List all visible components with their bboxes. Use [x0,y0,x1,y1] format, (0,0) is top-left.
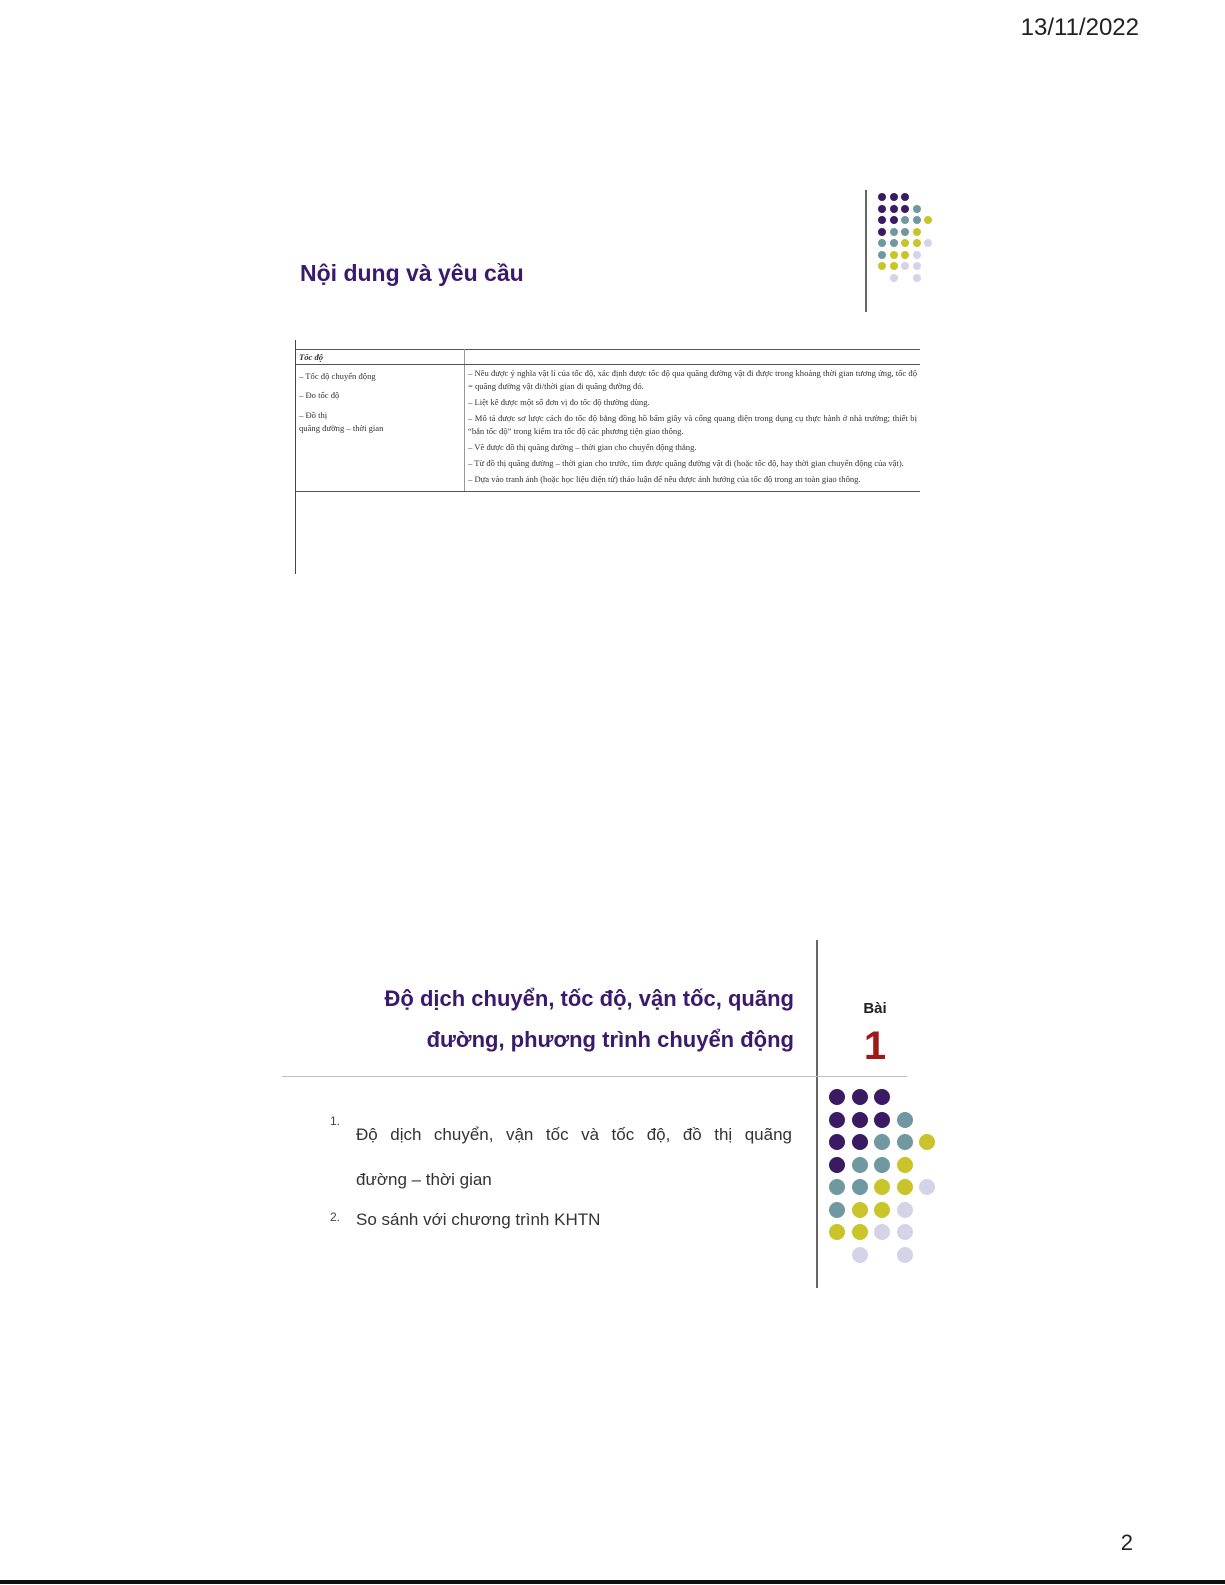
decorative-dot [829,1179,845,1195]
decorative-dot [874,1157,890,1173]
decorative-dot [829,1224,845,1240]
requirement-item: – Dựa vào tranh ảnh (hoặc học liệu điện tử) thảo luận để nêu được ảnh hưởng của tốc độ trong an toàn giao thông. [468,474,861,484]
decorative-dot [829,1134,845,1150]
decorative-dot [852,1134,868,1150]
decorative-dot [901,216,909,224]
decorative-dot [919,1179,935,1195]
decorative-dot [897,1202,913,1218]
decorative-dot [852,1179,868,1195]
decorative-dot [913,216,921,224]
decorative-dot [901,228,909,236]
decorative-dot [897,1134,913,1150]
decorative-dot [874,1112,890,1128]
decorative-dot [878,216,886,224]
list-item-text-cont: đường – thời gian [356,1170,492,1189]
table-header-row [296,350,920,365]
slide2-title [300,978,794,1060]
slide2-content-list [330,1112,792,1232]
list-item-number: 1. [330,1114,341,1128]
decorative-dot [913,205,921,213]
decorative-dot [852,1247,868,1263]
slide1-title: Nội dung và yêu cầu [300,260,524,286]
page-bottom-rule [0,1580,1225,1584]
requirement-item: – Từ đồ thị quãng đường – thời gian cho trước, tìm được quãng đường vật đi (hoặc tốc độ, hay thời gian chuyển động của vật). [468,458,904,468]
requirement-item: – Vẽ được đồ thị quãng đường – thời gian cho chuyển động thẳng. [468,442,697,452]
topic-item: quãng đường – thời gian [299,423,384,433]
decorative-dot [829,1157,845,1173]
decorative-dot [852,1202,868,1218]
decorative-dot [890,193,898,201]
decorative-dot [901,262,909,270]
decorative-dot [852,1112,868,1128]
decorative-dot [890,216,898,224]
list-item [330,1112,792,1202]
decorative-dot [878,251,886,259]
decorative-dot [897,1157,913,1173]
decorative-dot [913,274,921,282]
decorative-dot [878,228,886,236]
decorative-dot [829,1089,845,1105]
decorative-dot [897,1224,913,1240]
list-item-text: So sánh với chương trình KHTN [356,1210,601,1229]
slide2-divider [816,940,818,1288]
decorative-dot [901,193,909,201]
slide2-title-line1: Độ dịch chuyển, tốc độ, vận tốc, quãng [384,986,794,1011]
table-header-topic: Tốc độ [296,350,465,365]
table-row [296,365,920,492]
topic-item: – Đo tốc độ [299,390,340,400]
decorative-dot [913,262,921,270]
slide2-title-rule [282,1076,907,1077]
decorative-dot [913,228,921,236]
decorative-dot [890,205,898,213]
print-date: 13/11/2022 [1020,14,1139,41]
decorative-dot [901,239,909,247]
table-header-blank [465,350,921,365]
decorative-dot [852,1157,868,1173]
slide1-divider [865,190,867,312]
decorative-dot [874,1089,890,1105]
topic-item: – Đồ thị [299,410,328,420]
topic-item: – Tốc độ chuyển động [299,371,376,381]
decorative-dot [897,1247,913,1263]
decorative-dot [878,193,886,201]
requirement-item: – Nêu được ý nghĩa vật lí của tốc độ, xác định được tốc độ qua quãng đường vật đi được trong khoảng thời gian tương ứng, tốc độ = quãng đường vật đi/thời gian đi quãng đường đó. [468,368,917,391]
decorative-dot [829,1202,845,1218]
decorative-dot [874,1179,890,1195]
decorative-dot [878,239,886,247]
requirement-item: – Mô tả được sơ lược cách đo tốc độ bằng đồng hồ bấm giây và cổng quang điện trong dụng cụ thực hành ở nhà trường; thiết bị “bắn tốc độ” trong kiểm tra tốc độ các phương tiện giao thông. [468,413,917,436]
decorative-dot [901,251,909,259]
decorative-dot [897,1179,913,1195]
decorative-dot [890,262,898,270]
decorative-dot [913,239,921,247]
requirement-item: – Liệt kê được một số đơn vị đo tốc độ thường dùng. [468,397,650,407]
decorative-dot [874,1134,890,1150]
requirements-table [296,349,920,492]
decorative-dot [878,205,886,213]
decorative-dot [919,1134,935,1150]
decorative-dot [913,251,921,259]
decorative-dot [924,216,932,224]
requirements-cell [465,365,921,492]
decorative-dot [901,205,909,213]
decorative-dot [852,1089,868,1105]
decorative-dot [852,1224,868,1240]
decorative-dot [890,239,898,247]
list-item-number: 2. [330,1210,341,1224]
decorative-dot [829,1112,845,1128]
decorative-dot [924,239,932,247]
decorative-dot [890,274,898,282]
page-number: 2 [1120,1530,1133,1555]
lesson-number: 1 [863,1024,887,1068]
decorative-dot [890,228,898,236]
decorative-dot [878,262,886,270]
slide2-title-line2: đường, phương trình chuyển động [426,1027,794,1052]
list-item [330,1208,792,1232]
list-item-text: Độ dịch chuyển, vận tốc và tốc độ, đồ thị quãng [356,1125,792,1144]
decorative-dot [897,1112,913,1128]
decorative-dot [874,1202,890,1218]
decorative-dot [890,251,898,259]
topics-cell [296,365,465,492]
decorative-dot [874,1224,890,1240]
lesson-label: Bài [863,1000,887,1017]
